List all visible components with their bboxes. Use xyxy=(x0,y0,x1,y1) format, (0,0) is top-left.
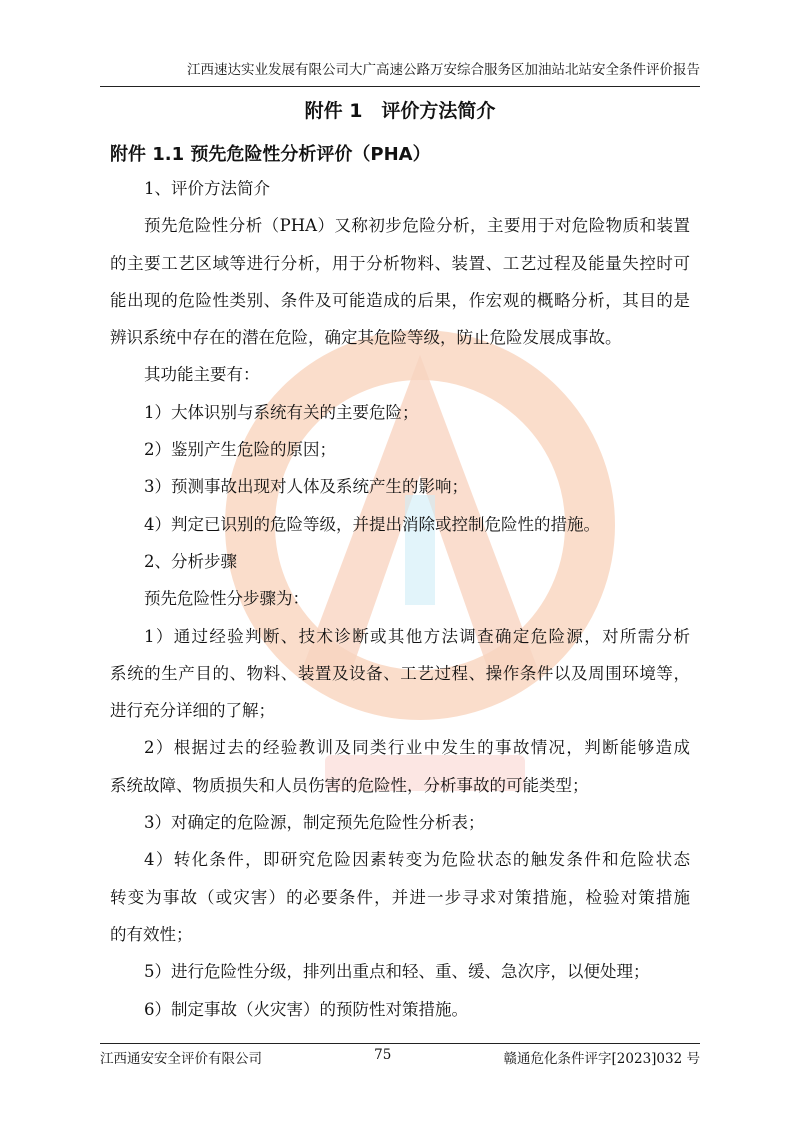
text-line: 4）判定已识别的危险等级，并提出消除或控制危险性的措施。 xyxy=(144,514,600,534)
text-line: 1）大体识别与系统有关的主要危险； xyxy=(144,402,419,422)
text-line: 1）通过经验判断、技术诊断或其他方法调查确定危险源，对所需分析 xyxy=(144,626,690,646)
running-header: 江西速达实业发展有限公司大广高速公路万安综合服务区加油站北站安全条件评价报告 xyxy=(187,62,700,78)
page-number: 75 xyxy=(374,1047,392,1063)
section-heading: 附件 1.1 预先危险性分析评价（PHA） xyxy=(110,144,431,165)
body-text xyxy=(110,170,690,1028)
text-line: 1、评价方法简介 xyxy=(144,179,270,198)
text-line: 3）对确定的危险源，制定预先危险性分析表； xyxy=(144,813,485,833)
text-line: 进行充分详细的了解； xyxy=(110,701,275,721)
footer-divider xyxy=(100,1043,700,1044)
text-line: 3）预测事故出现对人体及系统产生的影响； xyxy=(144,477,468,497)
text-line: 预先危险性分步骤为： xyxy=(144,589,309,609)
text-line: 转变为事故（或灾害）的必要条件，并进一步寻求对策措施，检验对策措施 xyxy=(110,887,690,907)
text-line: 4）转化条件，即研究危险因素转变为危险状态的触发条件和危险状态 xyxy=(144,850,690,870)
text-line: 2、分析步骤 xyxy=(144,551,237,571)
text-line: 系统故障、物质损失和人员伤害的危险性，分析事故的可能类型； xyxy=(110,775,589,795)
text-line: 能出现的危险性类别、条件及可能造成的后果，作宏观的概略分析，其目的是 xyxy=(110,290,690,310)
text-line: 6）制定事故（火灾害）的预防性对策措施。 xyxy=(144,999,468,1019)
text-line: 其功能主要有： xyxy=(144,365,260,385)
text-line: 预先危险性分析（PHA）又称初步危险分析，主要用于对危险物质和装置 xyxy=(144,216,690,236)
footer xyxy=(100,1047,700,1067)
footer-company: 江西通安安全评价有限公司 xyxy=(100,1051,262,1067)
text-line: 辨识系统中存在的潜在危险，确定其危险等级，防止危险发展成事故。 xyxy=(110,328,622,348)
header-divider xyxy=(100,86,700,87)
text-line: 2）根据过去的经验教训及同类行业中发生的事故情况，判断能够造成 xyxy=(144,738,690,758)
text-line: 2）鉴别产生危险的原因； xyxy=(144,440,336,460)
document-number: 赣通危化条件评字[2023]032 号 xyxy=(503,1051,700,1067)
text-line: 的有效性； xyxy=(110,924,193,944)
text-line: 系统的生产目的、物料、装置及设备、工艺过程、操作条件以及周围环境等， xyxy=(110,663,690,683)
text-line: 5）进行危险性分级，排列出重点和轻、重、缓、急次序，以便处理； xyxy=(144,962,650,982)
page-title: 附件 1 评价方法简介 xyxy=(304,100,496,122)
text-line: 的主要工艺区域等进行分析，用于分析物料、装置、工艺过程及能量失控时可 xyxy=(110,253,690,273)
